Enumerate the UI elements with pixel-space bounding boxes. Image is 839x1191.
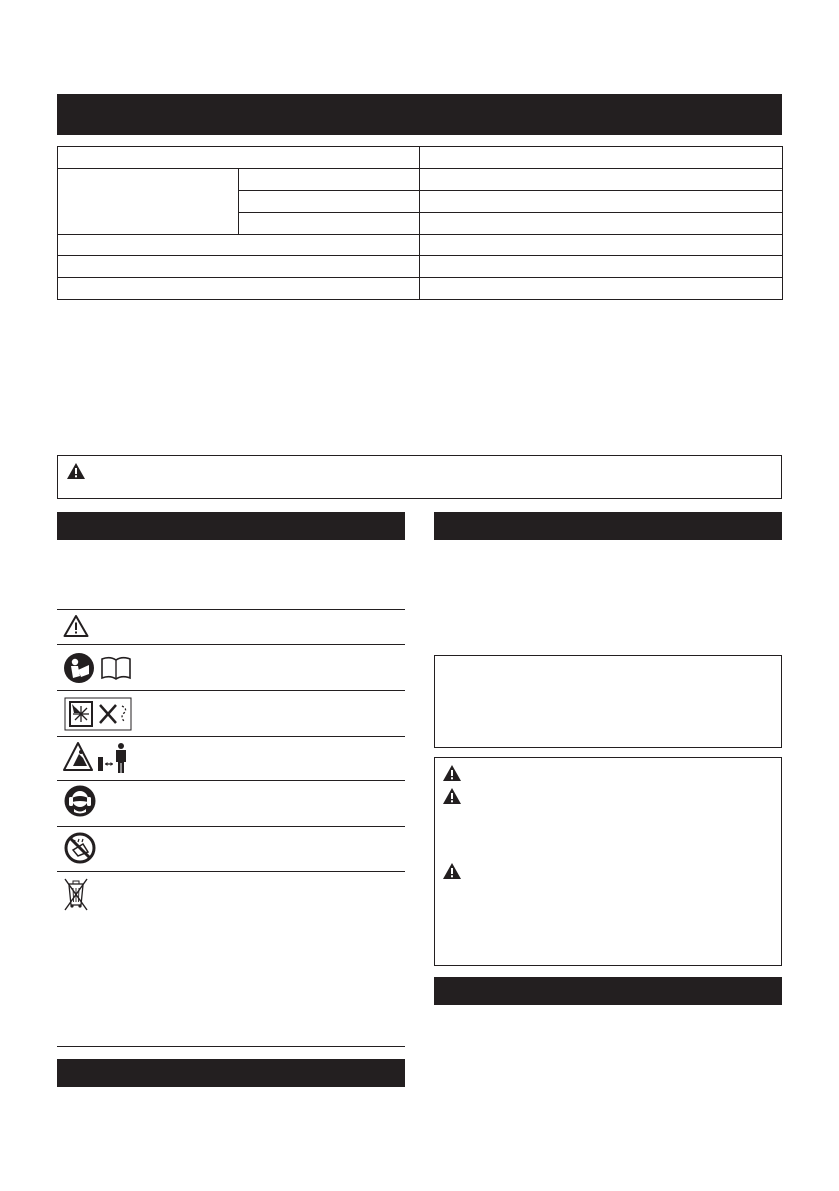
left-section-header-bar [57,1059,405,1087]
keep-bystanders-away-icon [63,740,135,776]
table-cell-value [420,235,783,256]
symbol-row-divider [57,1046,405,1047]
eye-ear-protection-icon [64,785,96,817]
do-not-expose-rain-icon [64,832,96,864]
warning-notice-box [57,455,782,499]
warning-triangle-icon [442,787,462,805]
table-row [58,169,783,191]
symbol-row-divider [57,736,405,737]
symbol-row-divider [57,644,405,645]
symbol-row-divider [57,826,405,827]
table-row [58,147,783,169]
symbol-row-divider [57,871,405,872]
warning-outline-icon [63,614,89,638]
table-cell-value [420,278,783,300]
crossed-bin-icon [64,878,88,912]
table-cell-sublabel [239,169,420,191]
table-cell-value [420,147,783,169]
table-cell-value [420,213,783,235]
table-cell-value [420,191,783,213]
table-cell-label [58,235,420,256]
table-cell-value [420,169,783,191]
note-box [434,655,782,748]
safety-warning-box [434,757,782,966]
specifications-header-bar [57,94,782,135]
symbol-row-divider [57,690,405,691]
rotating-parts-icon [64,697,132,731]
symbol-row-divider [57,780,405,781]
symbols-header-bar [57,512,405,540]
caution-triangle-icon [442,862,462,880]
table-cell-label [58,169,239,235]
warning-triangle-icon [66,462,86,480]
intended-use-header-bar [434,512,782,540]
symbol-row-divider [57,609,405,610]
table-cell-value [420,256,783,278]
table-row [58,256,783,278]
table-cell-sublabel [239,213,420,235]
specifications-table [57,146,783,300]
right-section-header-bar [434,977,782,1005]
read-manual-icon [64,652,132,684]
table-row [58,278,783,300]
table-cell-label [58,278,420,300]
table-cell-label [58,256,420,278]
table-cell-sublabel [239,191,420,213]
table-row [58,235,783,256]
table-cell-label [58,147,420,169]
danger-triangle-icon [442,764,462,782]
